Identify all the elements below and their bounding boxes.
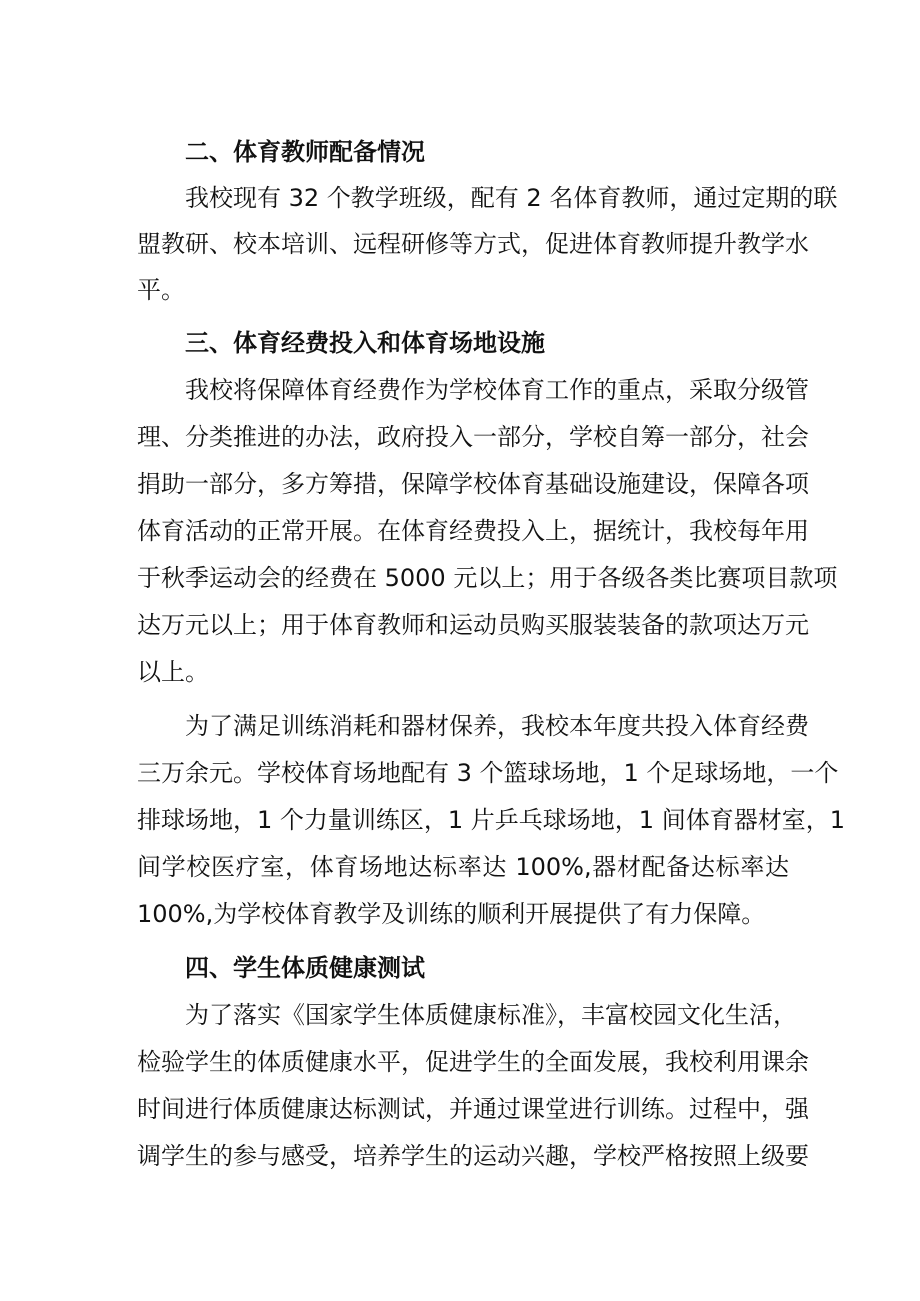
paragraph-line: 达万元以上；用于体育教师和运动员购买服装装备的款项达万元: [137, 611, 809, 639]
paragraph-line: 为了落实《国家学生体质健康标准》，丰富校园文化生活，: [185, 1001, 797, 1029]
paragraph-line: 体育活动的正常开展。在体育经费投入上，据统计，我校每年用: [137, 517, 809, 545]
section-heading-fitness-test: 四、学生体质健康测试: [185, 954, 425, 982]
paragraph-line: 检验学生的体质健康水平，促进学生的全面发展，我校利用课余: [137, 1048, 809, 1076]
paragraph-line: 于秋季运动会的经费在 5000 元以上；用于各级各类比赛项目款项: [137, 564, 838, 592]
paragraph-line: 100%,为学校体育教学及训练的顺利开展提供了有力保障。: [137, 900, 766, 928]
section-heading-teachers: 二、体育教师配备情况: [185, 138, 425, 166]
paragraph-line: 间学校医疗室，体育场地达标率达 100%,器材配备达标率达: [137, 853, 789, 881]
paragraph-line: 我校现有 32 个教学班级，配有 2 名体育教师，通过定期的联: [185, 184, 838, 212]
section-heading-funding: 三、体育经费投入和体育场地设施: [185, 329, 545, 357]
paragraph-line: 调学生的参与感受，培养学生的运动兴趣，学校严格按照上级要: [137, 1142, 809, 1170]
paragraph-line: 时间进行体质健康达标测试，并通过课堂进行训练。过程中，强: [137, 1095, 809, 1123]
paragraph-line: 理、分类推进的办法，政府投入一部分，学校自筹一部分，社会: [137, 423, 809, 451]
paragraph-line: 三万余元。学校体育场地配有 3 个篮球场地，1 个足球场地，一个: [137, 759, 839, 787]
paragraph-line: 平。: [137, 276, 185, 304]
paragraph-line: 以上。: [137, 658, 209, 686]
paragraph-line: 捐助一部分，多方筹措，保障学校体育基础设施建设，保障各项: [137, 470, 809, 498]
paragraph-line: 盟教研、校本培训、远程研修等方式，促进体育教师提升教学水: [137, 230, 809, 258]
paragraph-line: 为了满足训练消耗和器材保养，我校本年度共投入体育经费: [185, 712, 809, 740]
paragraph-line: 我校将保障体育经费作为学校体育工作的重点，采取分级管: [185, 376, 809, 404]
paragraph-line: 排球场地，1 个力量训练区，1 片乒乓球场地，1 间体育器材室，1: [137, 806, 845, 834]
